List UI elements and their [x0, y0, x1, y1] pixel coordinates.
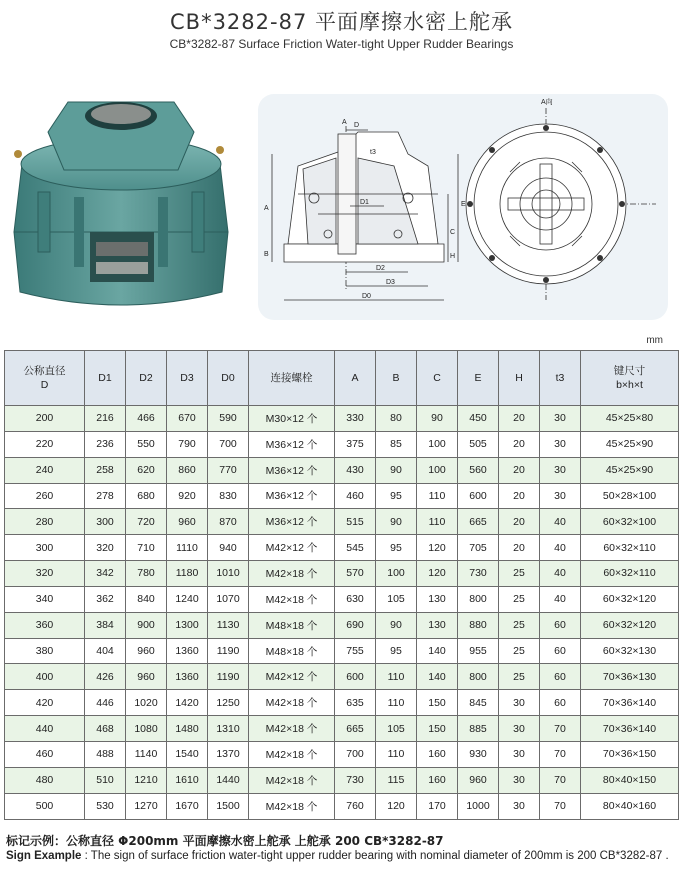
table-cell: 280 [5, 509, 85, 535]
label-e: E [461, 201, 466, 208]
column-header-label: 公称直径 [23, 365, 66, 377]
table-cell: 85 [376, 431, 417, 457]
unit-label: mm [646, 335, 663, 346]
table-cell: 760 [335, 793, 376, 819]
label-d3: D3 [386, 279, 395, 286]
table-body [5, 406, 679, 820]
table-cell: 70 [540, 716, 581, 742]
table-cell: 90 [376, 612, 417, 638]
column-header [335, 351, 376, 406]
table-cell: 840 [126, 586, 167, 612]
table-cell: 570 [335, 561, 376, 587]
table-cell: 30 [499, 690, 540, 716]
table-cell: 1500 [208, 793, 249, 819]
table-cell: 420 [5, 690, 85, 716]
label-b: B [264, 251, 269, 258]
label-d1: D1 [360, 199, 369, 206]
table-cell: 710 [126, 535, 167, 561]
table-cell: 1130 [208, 612, 249, 638]
table-cell: 1370 [208, 741, 249, 767]
table-row [5, 509, 679, 535]
table-cell: 258 [85, 457, 126, 483]
table-cell: 25 [499, 586, 540, 612]
table-cell: 236 [85, 431, 126, 457]
table-cell: 30 [499, 716, 540, 742]
table-cell: 70×36×130 [581, 664, 679, 690]
table-cell: 20 [499, 535, 540, 561]
table-cell: 50×28×100 [581, 483, 679, 509]
table-cell: 900 [126, 612, 167, 638]
table-cell: 300 [85, 509, 126, 535]
table-cell: 30 [499, 741, 540, 767]
column-header-label: D3 [180, 372, 194, 384]
table-cell: 460 [335, 483, 376, 509]
table-cell: 130 [417, 586, 458, 612]
table-row [5, 535, 679, 561]
table-cell: 1240 [167, 586, 208, 612]
table-cell: 140 [417, 638, 458, 664]
table-cell: 404 [85, 638, 126, 664]
column-header [5, 351, 85, 406]
table-cell: 1250 [208, 690, 249, 716]
table-cell: 1110 [167, 535, 208, 561]
table-cell: 1190 [208, 638, 249, 664]
table-cell: M42×18 个 [249, 586, 335, 612]
table-cell: 216 [85, 406, 126, 432]
spec-table [4, 350, 679, 820]
table-cell: M36×12 个 [249, 457, 335, 483]
table-cell: 955 [458, 638, 499, 664]
table-cell: 278 [85, 483, 126, 509]
table-cell: 120 [417, 561, 458, 587]
table-cell: 90 [376, 509, 417, 535]
table-cell: 460 [5, 741, 85, 767]
table-row [5, 638, 679, 664]
table-cell: 1190 [208, 664, 249, 690]
table-cell: 384 [85, 612, 126, 638]
product-photo [8, 92, 234, 318]
table-cell: 1070 [208, 586, 249, 612]
table-cell: 400 [5, 664, 85, 690]
table-cell: 600 [335, 664, 376, 690]
table-cell: 1670 [167, 793, 208, 819]
table-cell: 705 [458, 535, 499, 561]
table-cell: 160 [417, 767, 458, 793]
column-header-sublabel: D [40, 379, 49, 391]
table-cell: 1000 [458, 793, 499, 819]
table-row [5, 483, 679, 509]
table-cell: 25 [499, 561, 540, 587]
table-cell: 1480 [167, 716, 208, 742]
column-header [208, 351, 249, 406]
table-cell: 60 [540, 690, 581, 716]
table-row [5, 716, 679, 742]
table-cell: 330 [335, 406, 376, 432]
table-row [5, 586, 679, 612]
table-cell: 60 [540, 638, 581, 664]
column-header [85, 351, 126, 406]
table-cell: 550 [126, 431, 167, 457]
table-cell: M42×18 个 [249, 561, 335, 587]
table-row [5, 793, 679, 819]
table-row [5, 431, 679, 457]
table-cell: 260 [5, 483, 85, 509]
table-cell: 1300 [167, 612, 208, 638]
label-view-a: A向 [541, 99, 553, 106]
table-cell: 110 [376, 741, 417, 767]
table-cell: 20 [499, 457, 540, 483]
table-cell: M42×18 个 [249, 741, 335, 767]
column-header-label: A [351, 372, 359, 384]
table-cell: 730 [458, 561, 499, 587]
table-cell: 860 [167, 457, 208, 483]
table-row [5, 612, 679, 638]
table-cell: 115 [376, 767, 417, 793]
table-cell: 1540 [167, 741, 208, 767]
table-cell: 20 [499, 483, 540, 509]
table-cell: 700 [208, 431, 249, 457]
table-cell: 140 [417, 664, 458, 690]
table-cell: 600 [458, 483, 499, 509]
table-cell: 880 [458, 612, 499, 638]
table-cell: 1080 [126, 716, 167, 742]
table-cell: 30 [499, 793, 540, 819]
table-cell: 755 [335, 638, 376, 664]
column-header [458, 351, 499, 406]
table-cell: 240 [5, 457, 85, 483]
table-cell: 1310 [208, 716, 249, 742]
table-row [5, 741, 679, 767]
table-cell: M42×12 个 [249, 535, 335, 561]
table-cell: 100 [417, 431, 458, 457]
table-cell: 530 [85, 793, 126, 819]
table-cell: 510 [85, 767, 126, 793]
table-cell: M42×18 个 [249, 767, 335, 793]
table-cell: 780 [126, 561, 167, 587]
table-cell: 342 [85, 561, 126, 587]
table-cell: 362 [85, 586, 126, 612]
sample-cn: 标记示例：公称直径 Φ200mm 平面摩擦水密上舵承 上舵承 200 CB*3282-87 [6, 834, 444, 848]
title-cn: CB*3282-87 平面摩擦水密上舵承 [170, 10, 513, 34]
table-cell: 430 [335, 457, 376, 483]
table-cell: 680 [126, 483, 167, 509]
column-header-label: D0 [221, 372, 235, 384]
table-row [5, 767, 679, 793]
table-cell: 1420 [167, 690, 208, 716]
table-cell: 1360 [167, 638, 208, 664]
table-cell: 40 [540, 535, 581, 561]
table-cell: 1180 [167, 561, 208, 587]
sample-en [6, 849, 678, 864]
table-cell: 40 [540, 586, 581, 612]
table-cell: 375 [335, 431, 376, 457]
column-header [417, 351, 458, 406]
label-h: H [450, 253, 456, 260]
table-cell: 40 [540, 561, 581, 587]
table-cell: 690 [335, 612, 376, 638]
table-cell: 60×32×120 [581, 612, 679, 638]
table-cell: 220 [5, 431, 85, 457]
table-cell: 630 [335, 586, 376, 612]
table-cell: 20 [499, 509, 540, 535]
table-cell: 170 [417, 793, 458, 819]
title-en: CB*3282-87 Surface Friction Water-tight Upper Rudder Bearings [169, 37, 514, 51]
table-cell: 380 [5, 638, 85, 664]
table-cell: 45×25×80 [581, 406, 679, 432]
column-header-label: D1 [98, 372, 112, 384]
table-cell: 545 [335, 535, 376, 561]
table-cell: 960 [167, 509, 208, 535]
label-d: D [354, 122, 360, 129]
table-cell: 930 [458, 741, 499, 767]
table-cell: 940 [208, 535, 249, 561]
label-d0: D0 [362, 293, 371, 300]
table-cell: 446 [85, 690, 126, 716]
table-cell: 70×36×140 [581, 690, 679, 716]
table-cell: 1140 [126, 741, 167, 767]
table-cell: 500 [5, 793, 85, 819]
column-header-label: 键尺寸 [613, 365, 646, 377]
table-cell: 60×32×110 [581, 535, 679, 561]
table-cell: 150 [417, 690, 458, 716]
table-row [5, 664, 679, 690]
table-cell: 25 [499, 638, 540, 664]
column-header-label: H [515, 372, 523, 384]
label-t3: t3 [370, 149, 376, 156]
table-cell: 110 [417, 483, 458, 509]
table-cell: 60×32×120 [581, 586, 679, 612]
table-cell: 70 [540, 767, 581, 793]
column-header [167, 351, 208, 406]
table-cell: 466 [126, 406, 167, 432]
table-cell: 90 [417, 406, 458, 432]
table-cell: 30 [540, 483, 581, 509]
table-cell: 25 [499, 612, 540, 638]
column-header-label: 连接螺栓 [270, 372, 313, 384]
technical-drawing [258, 94, 668, 320]
table-cell: 960 [126, 638, 167, 664]
table-row [5, 457, 679, 483]
column-header [376, 351, 417, 406]
table-cell: 150 [417, 716, 458, 742]
table-cell: M42×18 个 [249, 793, 335, 819]
table-cell: 60×32×130 [581, 638, 679, 664]
table-cell: 105 [376, 716, 417, 742]
sample-en-label: Sign Example [6, 850, 82, 862]
table-cell: 90 [376, 457, 417, 483]
sample-en-text: : The sign of surface friction water-tight upper rudder bearing with nominal diameter of 200mm is 200 CB*3282-87 . [81, 850, 669, 862]
table-cell: 488 [85, 741, 126, 767]
table-cell: 1210 [126, 767, 167, 793]
table-cell: 505 [458, 431, 499, 457]
table-cell: 635 [335, 690, 376, 716]
table-cell: 60 [540, 612, 581, 638]
table-cell: 30 [540, 406, 581, 432]
table-cell: 20 [499, 406, 540, 432]
table-cell: 20 [499, 431, 540, 457]
table-cell: 30 [540, 431, 581, 457]
table-cell: 110 [417, 509, 458, 535]
column-header-label: D2 [139, 372, 153, 384]
table-cell: 1010 [208, 561, 249, 587]
table-cell: 70×36×140 [581, 716, 679, 742]
table-cell: 160 [417, 741, 458, 767]
column-header-label: E [474, 372, 482, 384]
table-cell: 320 [85, 535, 126, 561]
table-cell: M42×12 个 [249, 664, 335, 690]
table-cell: 95 [376, 535, 417, 561]
table-cell: 450 [458, 406, 499, 432]
column-header [249, 351, 335, 406]
table-cell: 468 [85, 716, 126, 742]
table-cell: 95 [376, 638, 417, 664]
label-d2: D2 [376, 265, 385, 272]
table-cell: 790 [167, 431, 208, 457]
table-cell: 1020 [126, 690, 167, 716]
table-cell: 960 [458, 767, 499, 793]
table-cell: 1440 [208, 767, 249, 793]
table-cell: 45×25×90 [581, 457, 679, 483]
table-cell: 200 [5, 406, 85, 432]
table-row [5, 406, 679, 432]
table-cell: 25 [499, 664, 540, 690]
table-cell: 30 [499, 767, 540, 793]
table-cell: 105 [376, 586, 417, 612]
table-cell: 620 [126, 457, 167, 483]
table-cell: 120 [417, 535, 458, 561]
table-cell: 845 [458, 690, 499, 716]
table-header-row [5, 351, 679, 406]
rudder-bearing-illustration [8, 92, 234, 318]
table-cell: 40 [540, 509, 581, 535]
column-header-sublabel: b×h×t [616, 379, 643, 391]
table-cell: 480 [5, 767, 85, 793]
column-header-label: t3 [555, 372, 565, 384]
table-cell: M36×12 个 [249, 431, 335, 457]
table-cell: 60×32×110 [581, 561, 679, 587]
table-cell: 560 [458, 457, 499, 483]
table-cell: M36×12 个 [249, 509, 335, 535]
table-cell: 700 [335, 741, 376, 767]
label-a: A [264, 205, 269, 212]
table-cell: 300 [5, 535, 85, 561]
table-cell: 320 [5, 561, 85, 587]
table-cell: 100 [417, 457, 458, 483]
table-row [5, 561, 679, 587]
table-cell: 665 [458, 509, 499, 535]
table-cell: 440 [5, 716, 85, 742]
table-cell: M42×18 个 [249, 716, 335, 742]
table-cell: M48×18 个 [249, 612, 335, 638]
table-cell: 60 [540, 664, 581, 690]
column-header [581, 351, 679, 406]
table-cell: 60×32×100 [581, 509, 679, 535]
table-cell: M30×12 个 [249, 406, 335, 432]
column-header-label: C [433, 372, 441, 384]
table-cell: 110 [376, 690, 417, 716]
table-cell: 360 [5, 612, 85, 638]
table-cell: 120 [376, 793, 417, 819]
table-cell: 665 [335, 716, 376, 742]
label-axis-a: A [342, 119, 347, 126]
table-cell: 800 [458, 586, 499, 612]
table-cell: 130 [417, 612, 458, 638]
table-cell: 30 [540, 457, 581, 483]
column-header [540, 351, 581, 406]
table-cell: 515 [335, 509, 376, 535]
column-header [126, 351, 167, 406]
table-cell: 1610 [167, 767, 208, 793]
table-cell: 70×36×150 [581, 741, 679, 767]
table-cell: 670 [167, 406, 208, 432]
table-cell: M48×18 个 [249, 638, 335, 664]
table-cell: 70 [540, 793, 581, 819]
table-cell: 80×40×160 [581, 793, 679, 819]
table-cell: 770 [208, 457, 249, 483]
technical-drawing-panel [258, 94, 668, 320]
table-cell: 1360 [167, 664, 208, 690]
table-cell: 80 [376, 406, 417, 432]
table-cell: 1270 [126, 793, 167, 819]
table-cell: 70 [540, 741, 581, 767]
table-cell: 730 [335, 767, 376, 793]
table-cell: 100 [376, 561, 417, 587]
table-cell: 830 [208, 483, 249, 509]
table-cell: 340 [5, 586, 85, 612]
label-c: C [450, 229, 456, 236]
table-cell: 45×25×90 [581, 431, 679, 457]
table-cell: 720 [126, 509, 167, 535]
table-cell: 590 [208, 406, 249, 432]
table-cell: 95 [376, 483, 417, 509]
table-cell: 960 [126, 664, 167, 690]
table-row [5, 690, 679, 716]
table-cell: 800 [458, 664, 499, 690]
table-cell: 870 [208, 509, 249, 535]
table-cell: M36×12 个 [249, 483, 335, 509]
column-header [499, 351, 540, 406]
table-cell: 80×40×150 [581, 767, 679, 793]
table-cell: 920 [167, 483, 208, 509]
column-header-label: B [392, 372, 400, 384]
table-cell: 426 [85, 664, 126, 690]
table-cell: M42×18 个 [249, 690, 335, 716]
table-cell: 885 [458, 716, 499, 742]
table-cell: 110 [376, 664, 417, 690]
